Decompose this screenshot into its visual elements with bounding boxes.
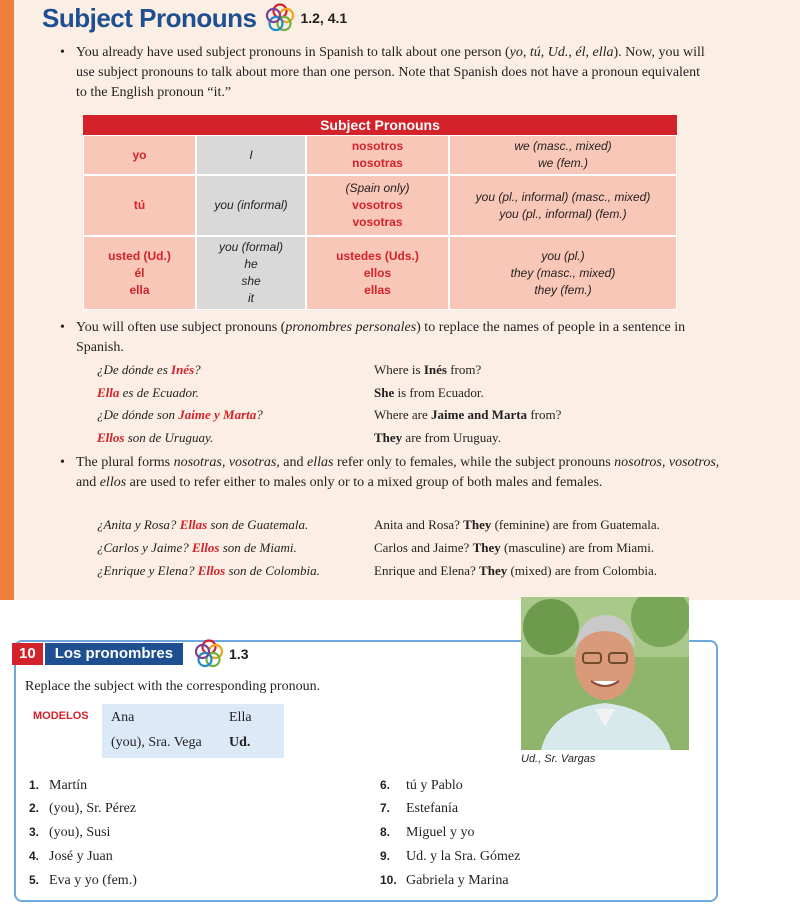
example-es: ¿De dónde es Inés?	[97, 362, 201, 377]
modelo-pronoun: Ud.	[229, 735, 251, 750]
exercise-item: 3. (you), Susi	[29, 825, 111, 840]
example-en: She is from Ecuador.	[374, 385, 484, 400]
example-es: Ellos son de Uruguay.	[97, 430, 214, 445]
activity-instructions: Replace the subject with the corresponding pronoun.	[25, 679, 321, 694]
teacher-photo	[521, 597, 689, 750]
modelo-subject: Ana	[111, 710, 135, 725]
example-en: Carlos and Jaime? They (masculine) are from Miami.	[374, 540, 655, 555]
bullet-1-text: You already have used subject pronouns in Spanish to talk about one person (yo, tú, Ud., él, ella). Now, you will use subject pronouns to talk about more than one person. Note that Spanish does not have a pronoun equivalent to the English pronoun “it.”	[76, 45, 705, 100]
example-es: ¿De dónde son Jaime y Marta?	[97, 407, 263, 422]
cell-sing-es: yo	[83, 135, 196, 175]
example-en: Enrique and Elena? They (mixed) are from Colombia.	[374, 563, 658, 578]
standards-rings-icon	[264, 2, 296, 34]
bullet-dot: •	[60, 455, 65, 470]
modelo-pronoun: Ella	[229, 710, 252, 725]
example-en: Where is Inés from?	[374, 362, 482, 377]
activity-title: Los pronombres	[45, 643, 183, 665]
photo-caption: Ud., Sr. Vargas	[521, 753, 596, 765]
exercise-item: 6. tú y Pablo	[380, 778, 463, 793]
cell-sing-es: usted (Ud.) él ella	[83, 236, 196, 310]
cell-sing-en: I	[196, 135, 306, 175]
example-en: Where are Jaime and Marta from?	[374, 407, 562, 422]
exercise-item: 7. Estefanía	[380, 801, 459, 816]
exercise-item: 2. (you), Sr. Pérez	[29, 801, 137, 816]
activity-standard: 1.3	[229, 646, 249, 662]
cell-pl-en: we (masc., mixed) we (fem.)	[449, 135, 677, 175]
activity-number: 10	[12, 643, 43, 665]
bullet-dot: •	[60, 320, 65, 335]
table-title: Subject Pronouns	[83, 115, 677, 135]
section-side-bar	[0, 0, 14, 600]
example-es: ¿Anita y Rosa? Ellas son de Guatemala.	[97, 517, 309, 532]
modelo-subject: (you), Sra. Vega	[111, 735, 202, 750]
cell-pl-en: you (pl., informal) (masc., mixed) you (pl., informal) (fem.)	[449, 175, 677, 236]
bullet-2-text: You will often use subject pronouns (pronombres personales) to replace the names of people in a sentence in Spanish.	[76, 320, 686, 355]
cell-pl-es: (Spain only) vosotros vosotras	[306, 175, 449, 236]
exercise-item: 8. Miguel y yo	[380, 825, 475, 840]
example-en: Anita and Rosa? They (feminine) are from Guatemala.	[374, 517, 660, 532]
bullet-3-text: The plural forms nosotras, vosotras, and ellas refer only to females, while the subject pronouns nosotros, vosotros, and ellos are used to refer either to males only or to a mixed group of both males and females.	[76, 455, 720, 490]
exercise-item: 9. Ud. y la Sra. Gómez	[380, 849, 521, 864]
example-en: They are from Uruguay.	[374, 430, 501, 445]
section-title: Subject Pronouns	[42, 2, 257, 33]
bullet-2	[60, 318, 710, 358]
exercise-item: 5. Eva y yo (fem.)	[29, 873, 137, 888]
bullet-1	[60, 43, 710, 103]
section-standards: 1.2, 4.1	[300, 10, 348, 26]
cell-pl-en: you (pl.) they (masc., mixed) they (fem.)	[449, 236, 677, 310]
bullet-dot: •	[60, 45, 65, 60]
bullet-3	[60, 453, 720, 493]
activity-header	[12, 643, 249, 665]
section-header	[42, 2, 347, 34]
cell-pl-es: ustedes (Uds.) ellos ellas	[306, 236, 449, 310]
modelos-label: MODELOS	[33, 710, 89, 722]
subject-pronouns-table	[83, 115, 677, 310]
example-es: ¿Carlos y Jaime? Ellos son de Miami.	[97, 540, 297, 555]
standards-rings-icon	[193, 638, 225, 670]
cell-pl-es: nosotros nosotras	[306, 135, 449, 175]
cell-sing-en: you (formal) he she it	[196, 236, 306, 310]
exercise-item: 4. José y Juan	[29, 849, 113, 864]
cell-sing-en: you (informal)	[196, 175, 306, 236]
example-es: ¿Enrique y Elena? Ellos son de Colombia.	[97, 563, 320, 578]
cell-sing-es: tú	[83, 175, 196, 236]
exercise-item: 10. Gabriela y Marina	[380, 873, 509, 888]
example-es: Ella es de Ecuador.	[97, 385, 199, 400]
exercise-item: 1. Martín	[29, 778, 88, 793]
